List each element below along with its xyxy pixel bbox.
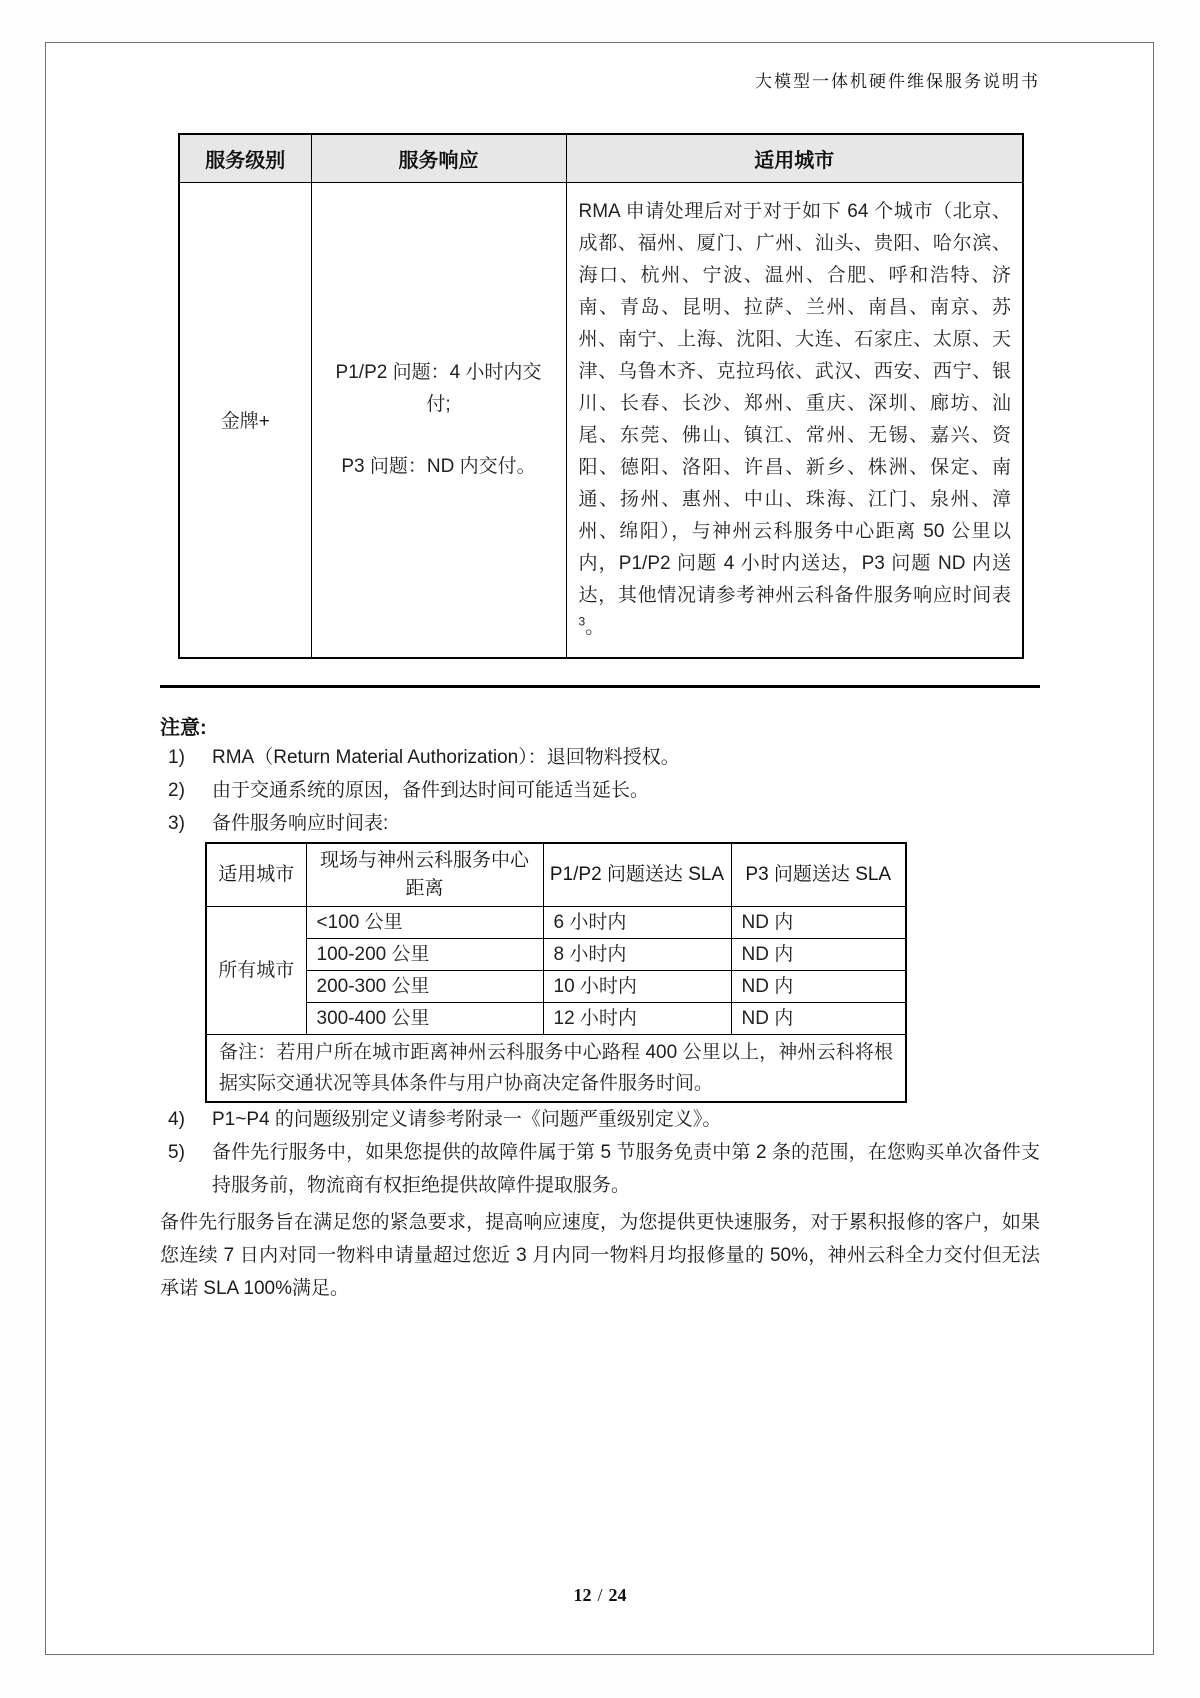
cell-distance: 100-200 公里 xyxy=(306,939,543,971)
footer-page-current: 12 xyxy=(573,1585,592,1605)
footer-page-total: 24 xyxy=(608,1585,627,1605)
header-cell-city-scope: 适用城市 xyxy=(206,843,306,907)
note-number: 4) xyxy=(168,1109,185,1130)
sla-row-1 xyxy=(206,907,906,939)
service-level-table xyxy=(178,133,1024,659)
cities-text-tail: 。 xyxy=(585,616,605,638)
note-number: 3) xyxy=(168,812,185,834)
note-number: 5) xyxy=(168,1142,185,1163)
note-item-4 xyxy=(160,1103,1040,1136)
cell-distance: 300-400 公里 xyxy=(306,1003,543,1035)
note-text: 备件先行服务中，如果您提供的故障件属于第 5 节服务免责中第 2 条的范围，在您购买单次备件支持服务前，物流商有权拒绝提供故障件提取服务。 xyxy=(212,1142,1040,1196)
sla-row-4 xyxy=(206,1003,906,1035)
sla-row-3 xyxy=(206,971,906,1003)
page-footer xyxy=(0,1585,1200,1606)
footer-page-separator: / xyxy=(597,1585,603,1605)
page-content xyxy=(160,70,1040,1305)
note-item-2 xyxy=(160,774,1040,807)
cell-p1p2-sla: 6 小时内 xyxy=(543,907,731,939)
header-cell-applicable-cities: 适用城市 xyxy=(566,134,1023,182)
cell-p1p2-sla: 12 小时内 xyxy=(543,1003,731,1035)
sla-row-2 xyxy=(206,939,906,971)
cell-p3-sla: ND 内 xyxy=(731,1003,906,1035)
cell-p3-sla: ND 内 xyxy=(731,907,906,939)
service-table-header-row xyxy=(179,134,1023,182)
cell-p3-sla: ND 内 xyxy=(731,971,906,1003)
service-table-row-gold-plus xyxy=(179,182,1023,658)
cell-service-level: 金牌+ xyxy=(179,182,311,658)
cell-p3-sla: ND 内 xyxy=(731,939,906,971)
spare-parts-sla-table xyxy=(205,842,907,1104)
cities-text: RMA 申请处理后对于对于如下 64 个城市（北京、成都、福州、厦门、广州、汕头、贵阳、哈尔滨、海口、杭州、宁波、温州、合肥、呼和浩特、济南、青岛、昆明、拉萨、兰州、南昌、南京、苏州、南宁、上海、沈阳、大连、石家庄、太原、天津、乌鲁木齐、克拉玛依、武汉、西安、西宁、银川、长春、长沙、郑州、重庆、深圳、廊坊、汕尾、东莞、佛山、镇江、常州、无锡、嘉兴、资阳、德阳、洛阳、许昌、新乡、株洲、保定、南通、扬州、惠州、中山、珠海、江门、泉州、漳州、绵阳），与神州云科服务中心距离 50 公里以内，P1/P2 问题 4 小时内送达，P3 问题 ND 内送达，其他情况请参考神州云科备件服务响应时间表 xyxy=(578,200,1011,606)
document-header-title: 大模型一体机硬件维保服务说明书 xyxy=(755,72,1040,91)
cell-p1p2-sla: 8 小时内 xyxy=(543,939,731,971)
note-text: 备件服务响应时间表: xyxy=(212,812,389,834)
header-cell-service-level: 服务级别 xyxy=(179,134,311,182)
closing-paragraph: 备件先行服务旨在满足您的紧急要求，提高响应速度，为您提供更快速服务，对于累积报修的客户，如果您连续 7 日内对同一物料申请量超过您近 3 月内同一物料月均报修量的 50%，神州云科全力交付但无法承诺 SLA 100%满足。 xyxy=(160,1212,1040,1299)
cell-service-response xyxy=(311,182,566,658)
response-p1p2: P1/P2 问题：4 小时内交付; xyxy=(335,361,542,415)
note-item-1 xyxy=(160,741,1040,774)
note-item-3 xyxy=(160,807,1040,840)
cell-city-scope: 所有城市 xyxy=(206,907,306,1035)
note-number: 1) xyxy=(168,746,185,768)
note-number: 2) xyxy=(168,779,185,801)
cell-distance: <100 公里 xyxy=(306,907,543,939)
header-cell-p3-sla: P3 问题送达 SLA xyxy=(731,843,906,907)
sla-remark-row xyxy=(206,1035,906,1103)
note-text: P1~P4 的问题级别定义请参考附录一《问题严重级别定义》。 xyxy=(212,1109,722,1130)
header-cell-distance: 现场与神州云科服务中心距离 xyxy=(306,843,543,907)
section-divider xyxy=(160,685,1040,688)
sla-table-remark: 备注：若用户所在城市距离神州云科服务中心路程 400 公里以上，神州云科将根据实际交通状况等具体条件与用户协商决定备件服务时间。 xyxy=(206,1035,906,1103)
note-text: 由于交通系统的原因，备件到达时间可能适当延长。 xyxy=(212,779,650,801)
note-text: RMA（Return Material Authorization）：退回物料授权。 xyxy=(212,746,680,768)
header-cell-p1p2-sla: P1/P2 问题送达 SLA xyxy=(543,843,731,907)
response-p3: P3 问题：ND 内交付。 xyxy=(341,455,536,477)
cell-applicable-cities xyxy=(566,182,1023,658)
cell-p1p2-sla: 10 小时内 xyxy=(543,971,731,1003)
cell-distance: 200-300 公里 xyxy=(306,971,543,1003)
sla-table-header-row xyxy=(206,843,906,907)
notes-title: 注意: xyxy=(160,716,207,739)
cities-footnote-ref: 3 xyxy=(578,614,586,629)
header-cell-service-response: 服务响应 xyxy=(311,134,566,182)
note-item-5 xyxy=(160,1136,1040,1202)
